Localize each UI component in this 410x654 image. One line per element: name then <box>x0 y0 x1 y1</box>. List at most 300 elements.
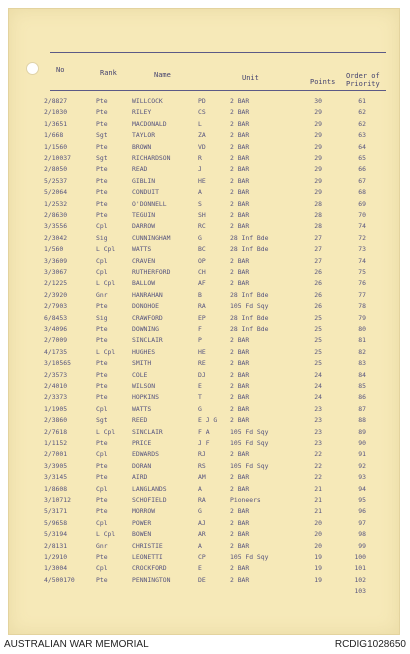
row-points: 25 <box>314 313 322 322</box>
row-number: 1/2532 <box>44 199 68 208</box>
row-priority: 87 <box>358 404 366 413</box>
row-rank: L Cpl <box>96 279 116 288</box>
row-number: 2/7009 <box>44 336 68 345</box>
row-code: T <box>198 393 202 402</box>
row-name: HOPKINS <box>132 393 159 402</box>
row-priority: 77 <box>358 290 366 299</box>
table-row <box>0 506 410 517</box>
row-name: DORAN <box>132 461 152 470</box>
row-unit: 2 BAR <box>230 336 250 345</box>
table-row <box>0 199 410 210</box>
row-name: O'DONNELL <box>132 199 167 208</box>
row-rank: Pte <box>96 507 108 516</box>
row-code: A <box>198 484 202 493</box>
row-name: BROWN <box>132 142 152 151</box>
row-unit: Pioneers <box>230 496 261 504</box>
row-rank: Cpl <box>96 268 108 276</box>
row-number: 3/10712 <box>44 496 71 504</box>
row-name: CUNNINGHAM <box>132 233 171 242</box>
table-row <box>0 278 410 289</box>
row-number: 5/2064 <box>44 188 68 197</box>
row-name: MACDONALD <box>132 119 167 128</box>
row-number: 2/8827 <box>44 97 68 105</box>
row-points: 26 <box>314 302 322 311</box>
row-priority: 93 <box>358 473 366 482</box>
row-priority: 62 <box>358 119 366 128</box>
row-unit: 2 BAR <box>230 165 250 174</box>
row-priority: 97 <box>358 518 366 527</box>
row-rank: Sgt <box>96 131 108 140</box>
row-points: 26 <box>314 290 322 299</box>
row-rank: L Cpl <box>96 245 116 254</box>
row-code: EP <box>198 313 206 322</box>
table-row <box>0 233 410 244</box>
col-header-unit: Unit <box>242 74 259 82</box>
row-priority: 74 <box>358 222 366 231</box>
row-name: POWER <box>132 518 152 527</box>
row-name: READ <box>132 165 148 174</box>
row-rank: Pte <box>96 325 108 333</box>
row-rank: Sgt <box>96 154 108 162</box>
row-code: F <box>198 325 202 333</box>
row-rank: Pte <box>96 302 108 311</box>
row-number: 2/7001 <box>44 450 68 459</box>
row-rank: Pte <box>96 575 108 584</box>
footer-archive-name: AUSTRALIAN WAR MEMORIAL <box>4 639 149 650</box>
row-priority: 86 <box>358 393 366 402</box>
row-number: 2/7618 <box>44 427 68 436</box>
row-rank: Gnr <box>96 541 108 550</box>
row-number: 2/3573 <box>44 370 68 379</box>
row-code: L <box>198 119 202 128</box>
row-unit: 2 BAR <box>230 575 250 584</box>
row-points: 21 <box>314 507 322 516</box>
row-unit: 2 BAR <box>230 256 250 265</box>
row-code: SH <box>198 211 206 219</box>
row-points: 19 <box>314 575 322 584</box>
row-points: 25 <box>314 325 322 333</box>
row-rank: Sig <box>96 233 108 242</box>
table-row <box>0 313 410 324</box>
row-name: TEGUIN <box>132 211 156 219</box>
row-name: WILLCOCK <box>132 97 163 105</box>
footer-record-id: RCDIG1028650 <box>334 639 406 650</box>
table-row <box>0 552 410 563</box>
row-number: 2/7903 <box>44 302 68 311</box>
row-priority: 95 <box>358 496 366 504</box>
row-code: DJ <box>198 370 206 379</box>
row-rank: Cpl <box>96 404 108 413</box>
row-unit: 2 BAR <box>230 97 250 105</box>
row-unit: 105 Fd Sqy <box>230 439 269 447</box>
row-rank: L Cpl <box>96 530 116 539</box>
row-code: RS <box>198 461 206 470</box>
row-priority: 69 <box>358 199 366 208</box>
table-row <box>0 324 410 335</box>
row-name: AIRD <box>132 473 148 482</box>
row-priority: 74 <box>358 256 366 265</box>
table-row <box>0 119 410 130</box>
row-priority: 101 <box>354 564 366 573</box>
row-name: SINCLAIR <box>132 336 163 345</box>
row-name: CRAVEN <box>132 256 156 265</box>
col-header-name: Name <box>154 71 171 79</box>
row-priority: 75 <box>358 268 366 276</box>
row-code: E <box>198 564 202 573</box>
row-number: 2/8050 <box>44 165 68 174</box>
row-points: 22 <box>314 461 322 470</box>
row-points: 19 <box>314 553 322 561</box>
row-unit: 2 BAR <box>230 450 250 459</box>
row-points: 29 <box>314 176 322 185</box>
table-row <box>0 381 410 392</box>
table-row <box>0 415 410 426</box>
row-unit: 2 BAR <box>230 142 250 151</box>
table-row <box>0 153 410 164</box>
row-name: HUGHES <box>132 347 156 356</box>
row-number: 2/1225 <box>44 279 68 288</box>
row-points: 29 <box>314 188 322 197</box>
row-name: REED <box>132 416 148 425</box>
row-rank: Cpl <box>96 222 108 231</box>
table-row <box>0 256 410 267</box>
table-row <box>0 164 410 175</box>
row-unit: 2 BAR <box>230 222 250 231</box>
row-number: 2/1030 <box>44 108 68 117</box>
row-rank: Pte <box>96 473 108 482</box>
row-code: A <box>198 188 202 197</box>
row-priority: 62 <box>358 108 366 117</box>
table-row <box>0 484 410 495</box>
row-unit: 2 BAR <box>230 199 250 208</box>
row-number: 2/3860 <box>44 416 68 425</box>
row-unit: 2 BAR <box>230 279 250 288</box>
row-points: 30 <box>314 97 322 105</box>
col-header-rank: Rank <box>100 69 117 77</box>
row-rank: Pte <box>96 108 108 117</box>
row-code: OP <box>198 256 206 265</box>
row-unit: 2 BAR <box>230 268 250 276</box>
row-points: 23 <box>314 416 322 425</box>
row-code: ZA <box>198 131 206 140</box>
row-code: PD <box>198 97 206 105</box>
row-rank: Cpl <box>96 450 108 459</box>
row-rank: Pte <box>96 382 108 390</box>
row-rank: Pte <box>96 393 108 402</box>
row-name: GIBLIN <box>132 176 156 185</box>
row-rank: L Cpl <box>96 347 116 356</box>
row-number: 2/3373 <box>44 393 68 402</box>
row-rank: Pte <box>96 461 108 470</box>
row-number: 2/3920 <box>44 290 68 299</box>
row-unit: 2 BAR <box>230 188 250 197</box>
row-unit: 2 BAR <box>230 359 250 368</box>
row-code: RE <box>198 359 206 368</box>
row-number: 1/1152 <box>44 439 68 447</box>
row-unit: 28 Inf Bde <box>230 233 269 242</box>
table-row <box>0 142 410 153</box>
row-priority: 73 <box>358 245 366 254</box>
row-points: 20 <box>314 541 322 550</box>
row-priority: 102 <box>354 575 366 584</box>
row-unit: 2 BAR <box>230 211 250 219</box>
row-name: DARROW <box>132 222 156 231</box>
row-points: 24 <box>314 370 322 379</box>
row-unit: 2 BAR <box>230 518 250 527</box>
row-number: 3/3556 <box>44 222 68 231</box>
row-unit: 2 BAR <box>230 473 250 482</box>
punch-hole <box>26 62 39 75</box>
row-priority: 66 <box>358 165 366 174</box>
row-rank: Pte <box>96 336 108 345</box>
row-code: AF <box>198 279 206 288</box>
row-rank: Pte <box>96 199 108 208</box>
row-priority: 68 <box>358 188 366 197</box>
row-priority: 78 <box>358 302 366 311</box>
row-points: 27 <box>314 256 322 265</box>
row-priority: 65 <box>358 154 366 162</box>
row-name: WATTS <box>132 404 152 413</box>
row-points: 24 <box>314 382 322 390</box>
row-rank: Sgt <box>96 416 108 425</box>
row-name: BALLOW <box>132 279 156 288</box>
table-row <box>0 176 410 187</box>
row-code: VD <box>198 142 206 151</box>
table-row <box>0 358 410 369</box>
row-code: F A <box>198 427 210 436</box>
row-code: G <box>198 507 202 516</box>
row-name: HANRAHAN <box>132 290 163 299</box>
row-unit: 2 BAR <box>230 541 250 550</box>
table-row <box>0 404 410 415</box>
row-unit: 2 BAR <box>230 108 250 117</box>
row-points: 29 <box>314 154 322 162</box>
row-priority: 88 <box>358 416 366 425</box>
row-priority: 100 <box>354 553 366 561</box>
row-points: 22 <box>314 473 322 482</box>
row-rank: Pte <box>96 553 108 561</box>
col-header-no: No <box>56 66 65 74</box>
row-points: 25 <box>314 336 322 345</box>
row-code: CH <box>198 268 206 276</box>
row-number: 3/3905 <box>44 461 68 470</box>
header-bottom-rule <box>50 90 386 91</box>
table-row <box>0 541 410 552</box>
row-points: 26 <box>314 279 322 288</box>
row-name: CROCKFORD <box>132 564 167 573</box>
row-code: G <box>198 233 202 242</box>
row-name: CRAWFORD <box>132 313 163 322</box>
row-rank: Pte <box>96 176 108 185</box>
row-rank: Pte <box>96 211 108 219</box>
row-unit: 2 BAR <box>230 119 250 128</box>
row-priority: 72 <box>358 233 366 242</box>
row-priority: 85 <box>358 382 366 390</box>
row-points: 20 <box>314 518 322 527</box>
row-unit: 2 BAR <box>230 416 250 425</box>
row-points: 29 <box>314 165 322 174</box>
row-priority: 82 <box>358 347 366 356</box>
table-row <box>0 392 410 403</box>
row-name: WATTS <box>132 245 152 254</box>
row-name: RICHARDSON <box>132 154 171 162</box>
col-header-points: Points <box>310 78 336 86</box>
row-unit: 28 Inf Bde <box>230 245 269 254</box>
row-priority: 63 <box>358 131 366 140</box>
col-header-priority-line1: Order of <box>346 72 380 80</box>
row-priority: 96 <box>358 507 366 516</box>
row-priority: 61 <box>358 97 366 105</box>
row-number: 2/8630 <box>44 211 68 219</box>
row-number: 1/3004 <box>44 564 68 573</box>
row-unit: 2 BAR <box>230 382 250 390</box>
row-points: 25 <box>314 359 322 368</box>
row-number: 5/2537 <box>44 176 68 185</box>
row-unit: 2 BAR <box>230 393 250 402</box>
row-unit: 2 BAR <box>230 404 250 413</box>
row-code: BC <box>198 245 206 254</box>
table-row <box>0 107 410 118</box>
row-number: 1/1560 <box>44 142 68 151</box>
row-name: CONDUIT <box>132 188 159 197</box>
table-row <box>0 290 410 301</box>
row-rank: Cpl <box>96 518 108 527</box>
row-name: PRICE <box>132 439 152 447</box>
row-unit: 28 Inf Bde <box>230 325 269 333</box>
row-number: 3/4096 <box>44 325 68 333</box>
row-name: EDWARDS <box>132 450 159 459</box>
row-priority: 81 <box>358 336 366 345</box>
row-name: SINCLAIR <box>132 427 163 436</box>
col-header-priority-line2: Priority <box>346 80 380 88</box>
table-row <box>0 96 410 107</box>
row-name: TAYLOR <box>132 131 156 140</box>
row-priority: 92 <box>358 461 366 470</box>
table-row <box>0 267 410 278</box>
row-name: LANGLANDS <box>132 484 167 493</box>
row-points: 24 <box>314 393 322 402</box>
row-unit: 28 Inf Bde <box>230 290 269 299</box>
row-rank: Cpl <box>96 256 108 265</box>
row-number: 2/8131 <box>44 541 68 550</box>
row-unit: 105 Fd Sqy <box>230 427 269 436</box>
row-unit: 2 BAR <box>230 564 250 573</box>
row-rank: Gnr <box>96 290 108 299</box>
row-number: 1/3651 <box>44 119 68 128</box>
table-row <box>0 347 410 358</box>
row-points: 28 <box>314 199 322 208</box>
table-row <box>0 529 410 540</box>
row-unit: 2 BAR <box>230 347 250 356</box>
row-code: HE <box>198 347 206 356</box>
row-code: A <box>198 541 202 550</box>
row-priority: 94 <box>358 484 366 493</box>
row-priority: 103 <box>354 587 366 596</box>
row-name: SCHOFIELD <box>132 496 167 504</box>
row-rank: Pte <box>96 370 108 379</box>
table-row <box>0 575 410 586</box>
row-number: 3/10565 <box>44 359 71 368</box>
row-name: MORROW <box>132 507 156 516</box>
row-priority: 76 <box>358 279 366 288</box>
row-code: P <box>198 336 202 345</box>
row-name: RILEY <box>132 108 152 117</box>
table-row <box>0 187 410 198</box>
row-name: PENNINGTON <box>132 575 171 584</box>
row-code: CP <box>198 553 206 561</box>
row-rank: Pte <box>96 188 108 197</box>
row-number: 3/3609 <box>44 256 68 265</box>
row-number: 1/560 <box>44 245 64 254</box>
row-unit: 2 BAR <box>230 176 250 185</box>
row-priority: 98 <box>358 530 366 539</box>
table-row <box>0 586 410 597</box>
row-unit: 2 BAR <box>230 507 250 516</box>
row-name: BOWEN <box>132 530 152 539</box>
row-points: 19 <box>314 564 322 573</box>
row-number: 5/9658 <box>44 518 68 527</box>
row-number: 1/2910 <box>44 553 68 561</box>
table-row <box>0 438 410 449</box>
row-unit: 2 BAR <box>230 530 250 539</box>
row-priority: 80 <box>358 325 366 333</box>
table-row <box>0 449 410 460</box>
row-code: AR <box>198 530 206 539</box>
row-code: RA <box>198 496 206 504</box>
row-number: 1/1905 <box>44 404 68 413</box>
row-number: 3/3067 <box>44 268 68 276</box>
table-row <box>0 244 410 255</box>
row-code: AJ <box>198 518 206 527</box>
row-name: CHRISTIE <box>132 541 163 550</box>
row-code: G <box>198 404 202 413</box>
row-priority: 83 <box>358 359 366 368</box>
row-number: 5/3194 <box>44 530 68 539</box>
row-code: E <box>198 382 202 390</box>
row-unit: 2 BAR <box>230 131 250 140</box>
table-row <box>0 210 410 221</box>
row-rank: Sig <box>96 313 108 322</box>
row-priority: 64 <box>358 142 366 151</box>
row-code: R <box>198 154 202 162</box>
row-priority: 99 <box>358 541 366 550</box>
row-unit: 105 Fd Sqy <box>230 553 269 561</box>
row-points: 26 <box>314 268 322 276</box>
row-name: RUTHERFORD <box>132 268 171 276</box>
row-rank: L Cpl <box>96 427 116 436</box>
row-code: S <box>198 199 202 208</box>
row-rank: Pte <box>96 142 108 151</box>
row-priority: 91 <box>358 450 366 459</box>
row-points: 29 <box>314 131 322 140</box>
row-code: RJ <box>198 450 206 459</box>
row-points: 25 <box>314 347 322 356</box>
row-priority: 90 <box>358 439 366 447</box>
row-code: J <box>198 165 202 174</box>
row-points: 28 <box>314 222 322 231</box>
row-rank: Pte <box>96 97 108 105</box>
row-points: 21 <box>314 496 322 504</box>
row-unit: 105 Fd Sqy <box>230 461 269 470</box>
row-name: DOWNING <box>132 325 159 333</box>
row-points: 21 <box>314 484 322 493</box>
row-rank: Pte <box>96 359 108 368</box>
row-code: AM <box>198 473 206 482</box>
row-code: CS <box>198 108 206 117</box>
table-row <box>0 461 410 472</box>
row-name: DONOHOE <box>132 302 159 311</box>
row-unit: 2 BAR <box>230 370 250 379</box>
